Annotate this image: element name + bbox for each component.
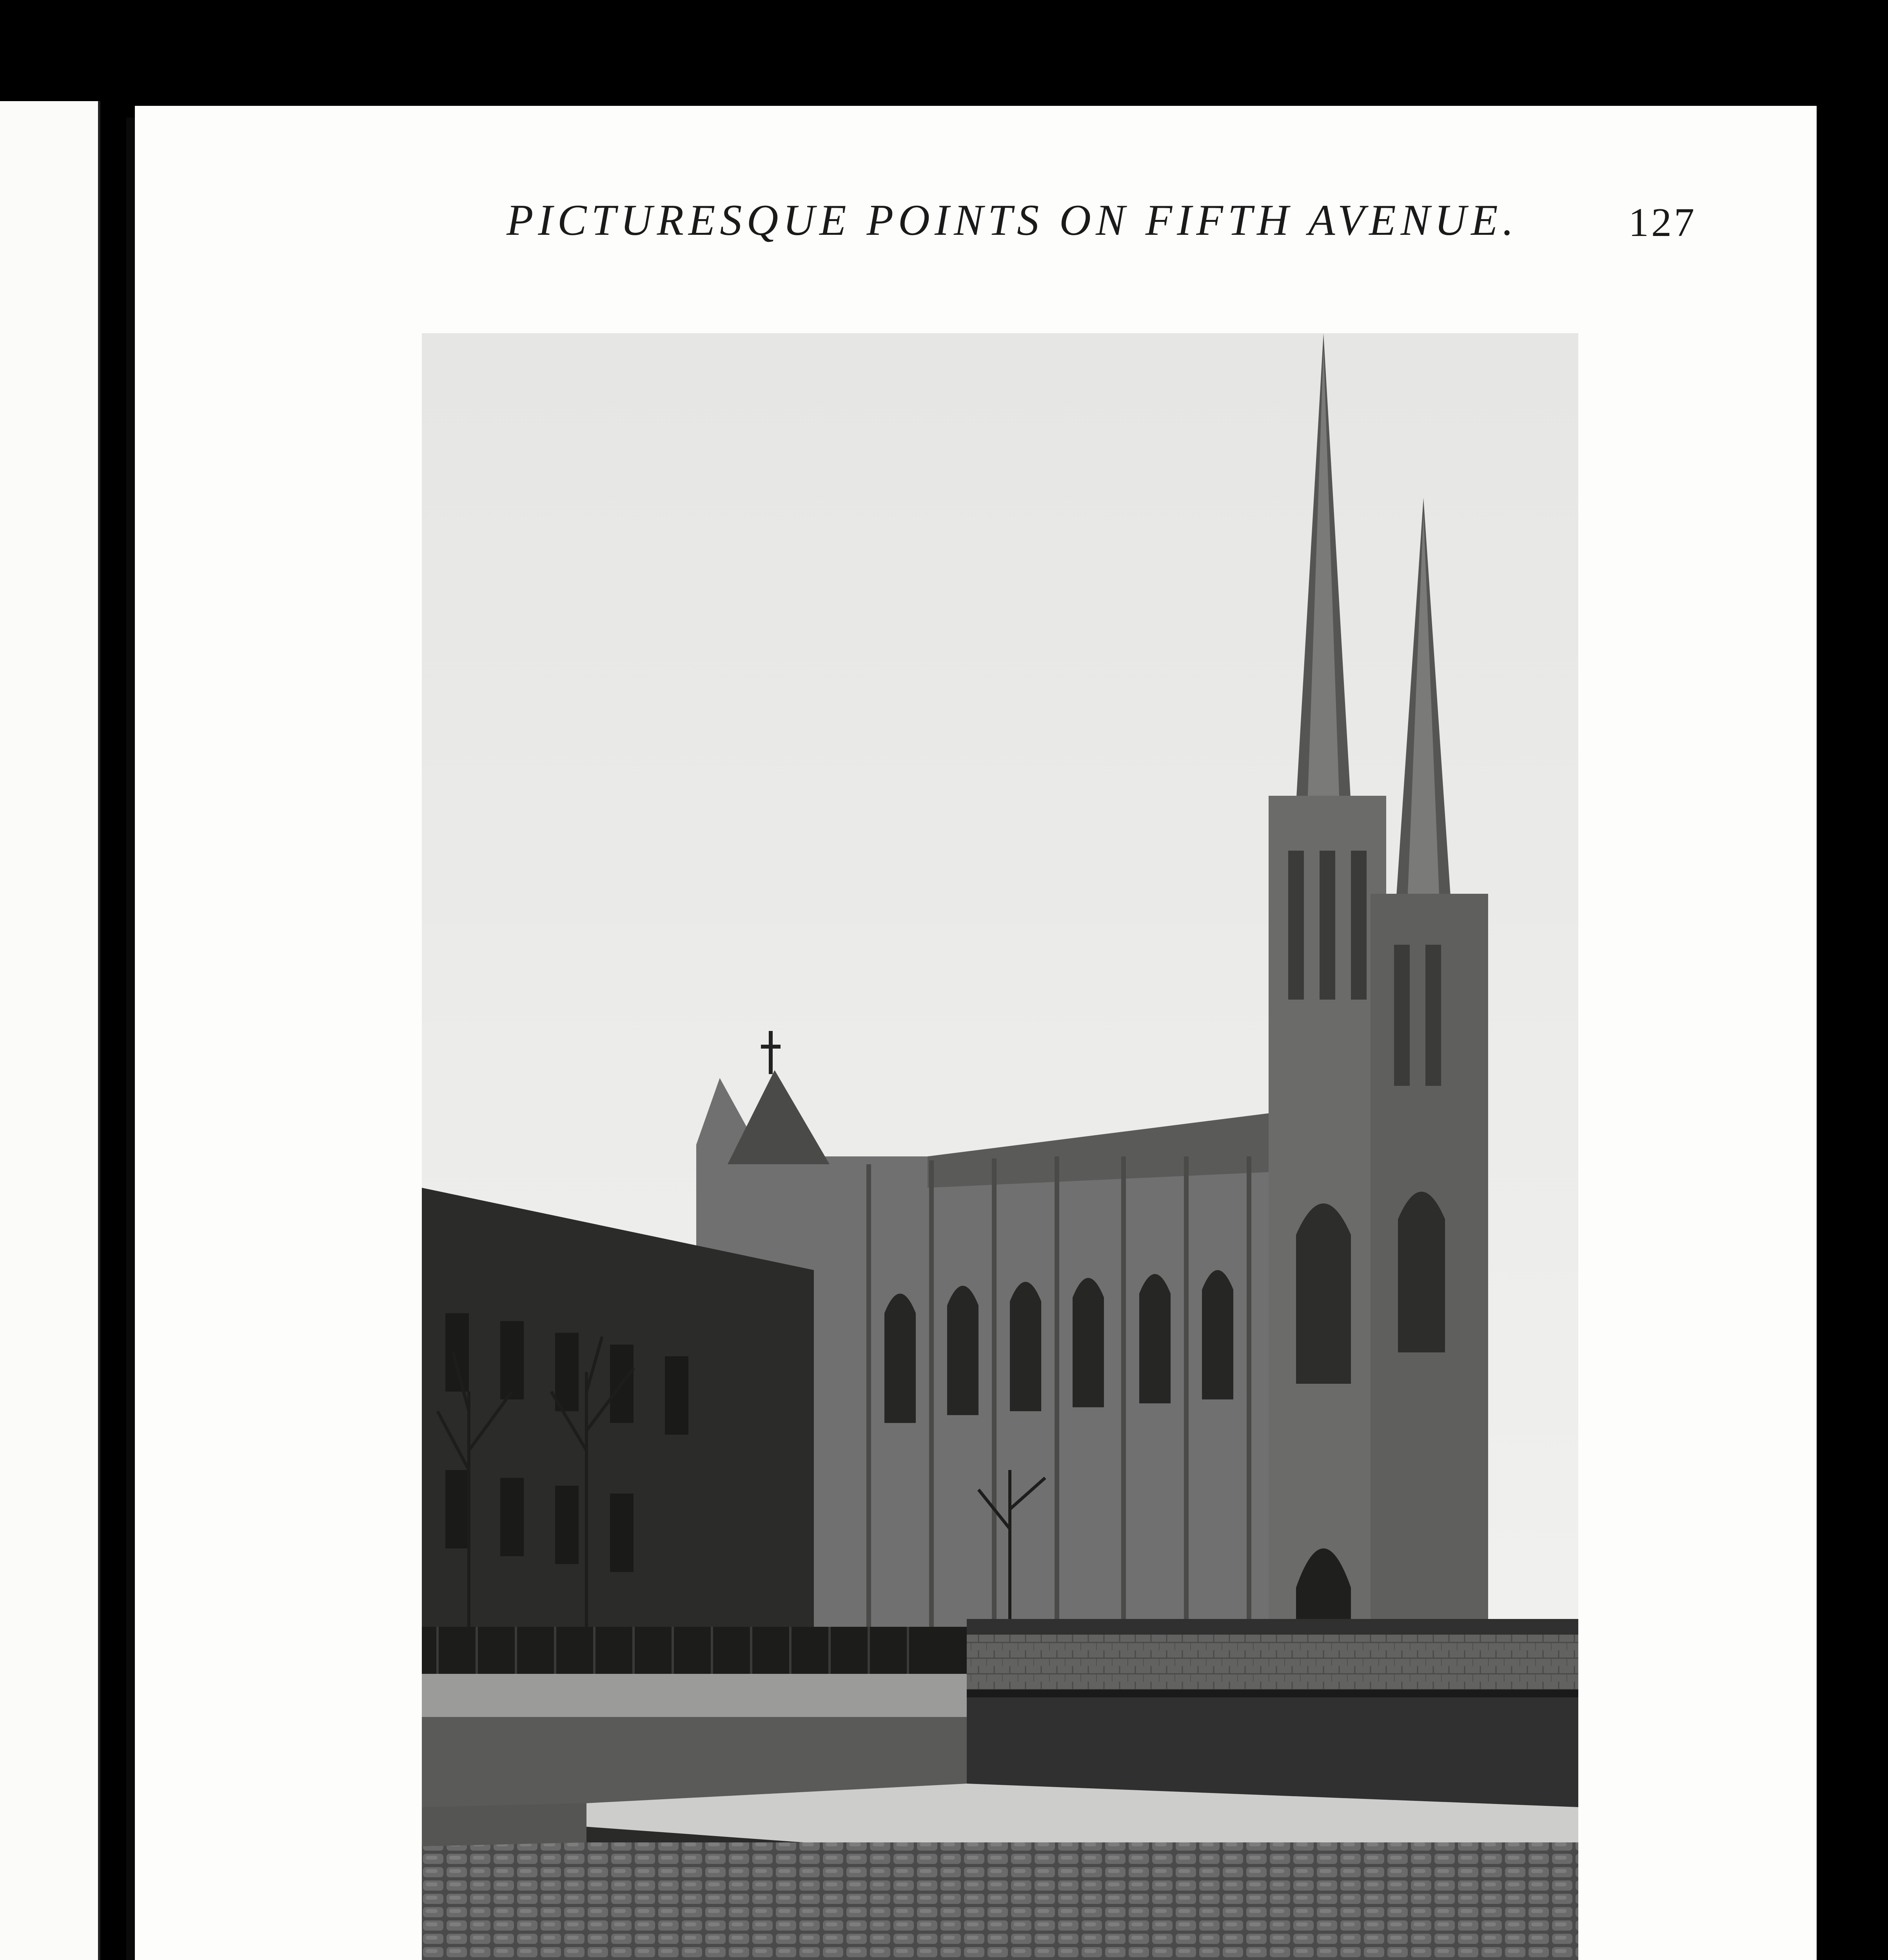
running-head: PICTURESQUE POINTS ON FIFTH AVENUE. [506,196,1518,245]
cathedral-photograph [422,333,1578,1960]
book-page [135,106,1817,1960]
facing-page-edge [0,101,100,1960]
page-number: 127 [1628,200,1697,245]
cathedral-photo-illustration [422,333,1578,1960]
book-gutter [126,118,135,1960]
